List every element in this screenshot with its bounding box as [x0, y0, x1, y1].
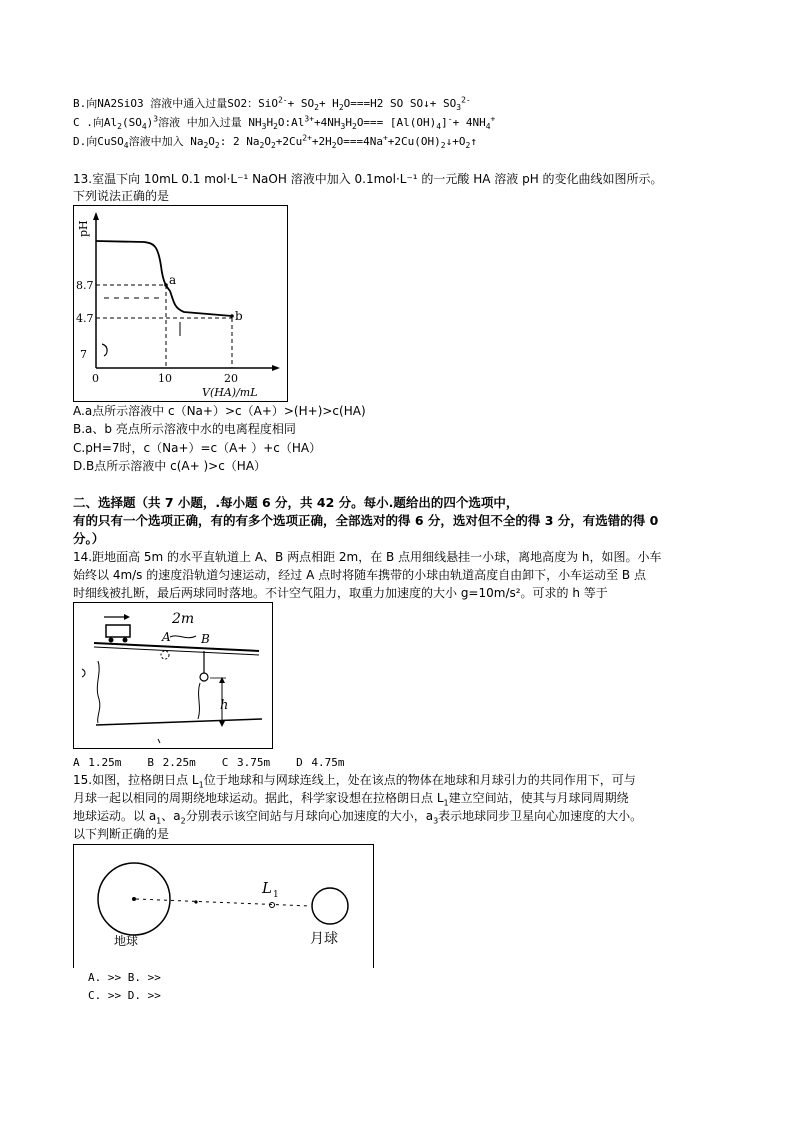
option-12-b: B.向NA2SiO3 溶液中通入过量SO2：$SiO^{2-}+ SO_2+ H_2O===H2$ SO SO↓+ $SO_3^{2-}$ — [73, 95, 471, 113]
track — [94, 643, 259, 651]
ph-curve — [96, 241, 232, 316]
section2-title-line3: 分。） — [73, 531, 105, 546]
q15-options-row1: A. >> B. >> — [88, 971, 161, 984]
option-12-c: C .向$Al_2(SO_4)^3$溶液 中加入过量 $NH_3H_2O:Al^{3+}+4NH_3H_2O=== [Al(OH)_4]^-+ 4NH_4^+$ — [73, 114, 496, 132]
q13-option-a: A.a点所示溶液中 c（Na+）>c（A+）>(H+)>c(HA) — [73, 404, 366, 418]
q14-option-c: C 3.75m — [221, 756, 271, 769]
earth-moon-line — [136, 899, 310, 906]
cart — [106, 625, 130, 637]
y-tick-8-7: 8.7 — [76, 279, 94, 292]
label-b: B — [201, 632, 210, 646]
q15-stem-line3: 地球运动。以 $a_1$、$a_2$分别表示该空间站与月球向心加速度的大小，$a_3$表示地球同步卫星向心加速度的大小。 — [73, 809, 643, 826]
distance-label: 2m — [172, 611, 195, 627]
q14-stem-line2: 始终以 4m/s 的速度沿轨道匀速运动，经过 A 点时将随车携带的小球由轨道高度自由卸下，小车运动至 B 点 — [73, 568, 646, 582]
x-axis-label: V(HA)/mL — [202, 386, 258, 399]
y-tick-7: 7 — [80, 348, 87, 361]
x-tick-0: 0 — [92, 372, 99, 385]
section2-title-line1: 二、选择题（共 7 小题，.每小题 6 分，共 42 分。每小.题给出的四个选项中， — [73, 495, 519, 510]
q15-stem-line4: 以下判断正确的是 — [73, 827, 170, 841]
option-12-d: D.向CuSO$_4$溶液中加入 $Na_2O_2$: 2 $Na_2O_2+2Cu^{2+}+2H_2O===4Na^++2Cu(OH)_2↓+O_2↑$ — [73, 133, 477, 151]
q14-stem-line3: 时细线被扎断，最后两球同时落地。不计空气阻力，取重力加速度的大小 g=10m/s²。可求的 h 等于 — [73, 586, 608, 600]
x-tick-10: 10 — [158, 372, 172, 385]
x-tick-20: 20 — [224, 372, 238, 385]
point-b — [230, 314, 234, 318]
q15-lagrange-figure — [73, 844, 374, 968]
lagrange-point — [270, 903, 275, 908]
y-tick-4-7: 4.7 — [76, 312, 94, 325]
q13-option-b: B.a、b 亮点所示溶液中水的电离程度相同 — [73, 422, 296, 436]
hanging-ball — [200, 673, 208, 681]
label-a: A — [162, 630, 171, 644]
q14-stem-line1: 14.距地面高 5m 的水平直轨道上 A、B 两点相距 2m，在 B 点用细线悬挂一小球，离地高度为 h，如图。小车 — [73, 550, 662, 564]
q13-stem-line1: 13.室温下向 10mL 0.1 mol·L⁻¹ NaOH 溶液中加入 0.1mol·L⁻¹ 的一元酸 HA 溶液 pH 的变化曲线如图所示。 — [73, 172, 663, 186]
q13-stem-line2: 下列说法正确的是 — [73, 189, 170, 203]
q14-option-d: D 4.75m — [296, 756, 345, 769]
svg-text:b: b — [235, 309, 243, 323]
svg-text:1: 1 — [273, 890, 279, 900]
section2-title-line2: 有的只有一个选项正确，有的有多个选项正确，全部选对的得 6 分，选对但不全的得 3 分，有选错的得 0 — [73, 513, 659, 528]
earth-label: 地球 — [114, 934, 139, 948]
point-a — [164, 283, 168, 287]
label-h: h — [220, 698, 229, 713]
q14-track-figure — [73, 602, 273, 749]
svg-text:a: a — [169, 273, 177, 287]
q15-options-row2: C. >> D. >> — [88, 989, 161, 1002]
q15-stem-line2: 月球一起以相同的周期绕地球运动。据此，科学家设想在拉格朗日点 $L_1$建立空间站，使其与月球同周期绕 — [73, 791, 629, 808]
q14-option-a: A 1.25m — [73, 756, 122, 769]
y-axis-label: pH — [77, 220, 90, 237]
q15-stem-line1: 15.如图，拉格朗日点 $L_1$位于地球和与网球连线上，处在该点的物体在地球和月球引力的共同作用下，可与 — [73, 773, 636, 790]
moon-label: 月球 — [310, 931, 338, 947]
q14-options — [73, 755, 344, 771]
q13-titration-graph — [73, 205, 288, 402]
moon-circle — [312, 888, 348, 924]
lagrange-label: L — [262, 879, 272, 897]
q14-option-b: B 2.25m — [147, 756, 196, 769]
q13-option-d: D.B点所示溶液中 c(A+ )>c（HA） — [73, 459, 267, 473]
ground — [96, 719, 262, 725]
q13-option-c: C.pH=7时，c（Na+）=c（A+ ）+c（HA） — [73, 441, 322, 455]
